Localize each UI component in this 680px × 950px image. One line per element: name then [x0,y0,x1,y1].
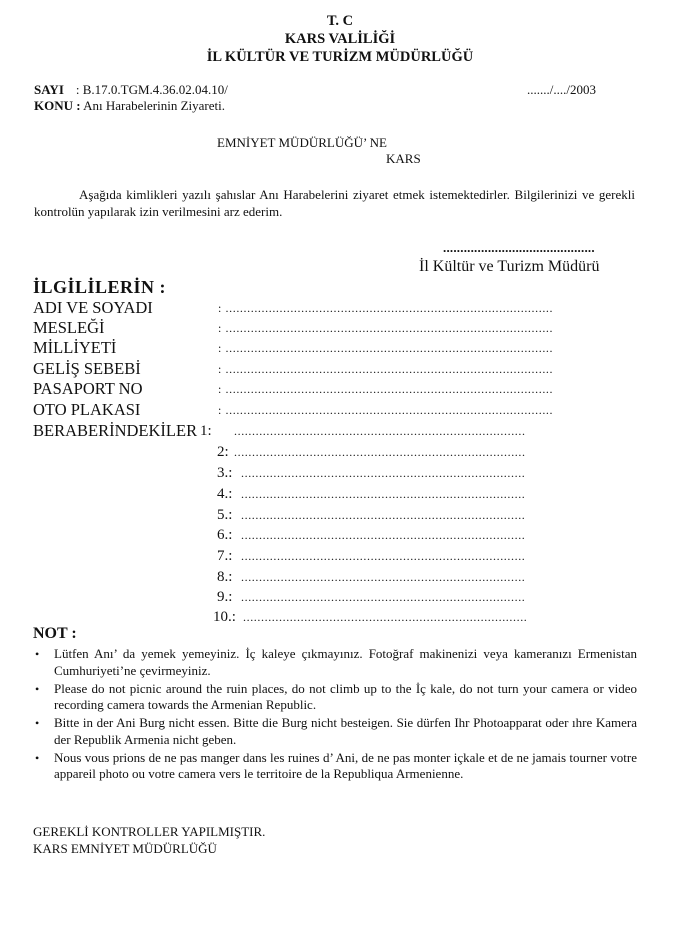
companions-label: BERABERİNDEKİLER [33,421,198,440]
companion-row [200,567,620,588]
companion-number: 2: [217,444,229,460]
companion-input[interactable]: ............................................................................... [241,508,526,522]
field-label: MİLLİYETİ [33,338,117,357]
field-name [33,298,633,318]
companion-row [200,587,620,608]
note-text: Bitte in der Ani Burg nicht essen. Bitte die Burg nicht besteigen. Sie dürfen Ihr Photoapparat oder ıhre Kamera der Republik Armenia nicht geben. [54,715,637,747]
companion-row [200,546,620,567]
companion-input[interactable]: ............................................................................... [241,466,526,480]
note-text: Please do not picnic around the ruin places, do not climb up to the İç kale, do not turn your camera or video recording camera towards the Armenian Republic. [54,680,637,712]
letterhead-directorate: İL KÜLTÜR VE TURİZM MÜDÜRLÜĞÜ [206,49,474,65]
companion-number: 5.: [217,507,233,523]
field-input[interactable]: : ........................................................................................... [218,341,554,355]
field-input[interactable]: : ........................................................................................... [218,382,554,396]
field-input[interactable]: : ........................................................................................... [218,321,554,335]
note-german [33,715,637,748]
companion-input[interactable]: ............................................................................... [243,610,528,624]
companion-number: 3.: [217,465,233,481]
note-text: Lütfen Anı’ da yemek yemeyiniz. İç kaleye çıkmayınız. Fotoğraf makinenizi veya kameranızı Ermenistan Cumhuriyeti’ne çevirmeyiniz. [54,646,637,678]
companion-input[interactable]: ............................................................................... [241,570,526,584]
note-text: Nous vous prions de ne pas manger dans les ruines d’ Ani, de ne pas monter içkale et de ne jamais tourner votre appareil photo ou votre camera vers le territoire de la Republiqua Armenienne. [54,749,637,781]
companion-number: 6.: [217,527,233,543]
signature-title: İl Kültür ve Turizm Müdürü [419,258,600,275]
field-input[interactable]: : ........................................................................................... [218,301,554,315]
companion-number: 7.: [217,548,233,564]
field-label: MESLEĞİ [33,318,105,337]
letterhead [0,12,680,66]
bullet-icon: • [35,750,40,765]
subject [34,98,225,114]
field-label: ADI VE SOYADI [33,298,153,317]
companion-number: 4.: [217,486,233,502]
companion-row [200,442,620,463]
field-input[interactable]: : ........................................................................................... [218,362,554,376]
bullet-icon: • [35,681,40,696]
field-label: GELİŞ SEBEBİ [33,359,141,378]
letterhead-tc: T. C [326,13,354,29]
addressee-line1: EMNİYET MÜDÜRLÜĞÜ’ NE [217,135,387,150]
field-input[interactable]: : ........................................................................................... [218,403,554,417]
signature-line[interactable]: ............................................ [443,240,595,255]
konu-value: Anı Harabelerinin Ziyareti. [83,98,225,113]
footer-police-directorate: KARS EMNİYET MÜDÜRLÜĞÜ [33,841,217,856]
companion-input[interactable]: ............................................................................... [241,549,526,563]
companion-row [200,484,620,505]
companion-input[interactable]: ............................................................................... [241,590,526,604]
bullet-icon: • [35,716,40,730]
date-field[interactable]: ......./..../2003 [527,82,596,97]
body-paragraph: Aşağıda kimlikleri yazılı şahıslar Anı Harabelerini ziyaret etmek istemektedirler. Bilgilerinizi ve gerekli kontrolün yapılarak izin verilmesini arz ederim. [34,187,635,219]
companion-number: 8.: [217,569,233,585]
companion-row [200,505,620,526]
field-plate [33,400,633,420]
field-label: PASAPORT NO [33,379,143,398]
sayi-label: SAYI [34,82,64,97]
bullet-icon: • [35,647,40,661]
companion-row [200,607,620,628]
letterhead-governorship: KARS VALİLİĞİ [284,31,396,47]
companion-row [200,421,620,442]
addressee-line2: KARS [386,151,421,166]
note-english [33,681,637,714]
companion-input[interactable]: ............................................................................... [241,528,526,542]
note-turkish [33,646,637,679]
field-passport [33,379,633,399]
notes-title: NOT : [33,625,77,642]
companion-input[interactable]: ................................................................................. [234,445,526,459]
companion-input[interactable]: ............................................................................... [241,487,526,501]
field-occupation [33,318,633,338]
companion-row [200,463,620,484]
companion-number: 10.: [213,609,236,625]
field-nationality [33,338,633,358]
sayi-value: : B.17.0.TGM.4.36.02.04.10/ [75,82,228,97]
companion-number: 1: [200,423,212,439]
companion-number: 9.: [217,589,233,605]
form-title: İLGİLİLERİN : [33,277,167,297]
note-french [33,750,637,783]
companion-input[interactable]: ................................................................................. [234,424,526,438]
konu-label: KONU : [34,98,81,113]
footer-controls-done: GEREKLİ KONTROLLER YAPILMIŞTIR. [33,824,266,839]
field-reason [33,359,633,379]
field-label: OTO PLAKASI [33,400,141,419]
reference-number [34,82,228,98]
notes-list [33,646,637,784]
companion-row [200,525,620,546]
